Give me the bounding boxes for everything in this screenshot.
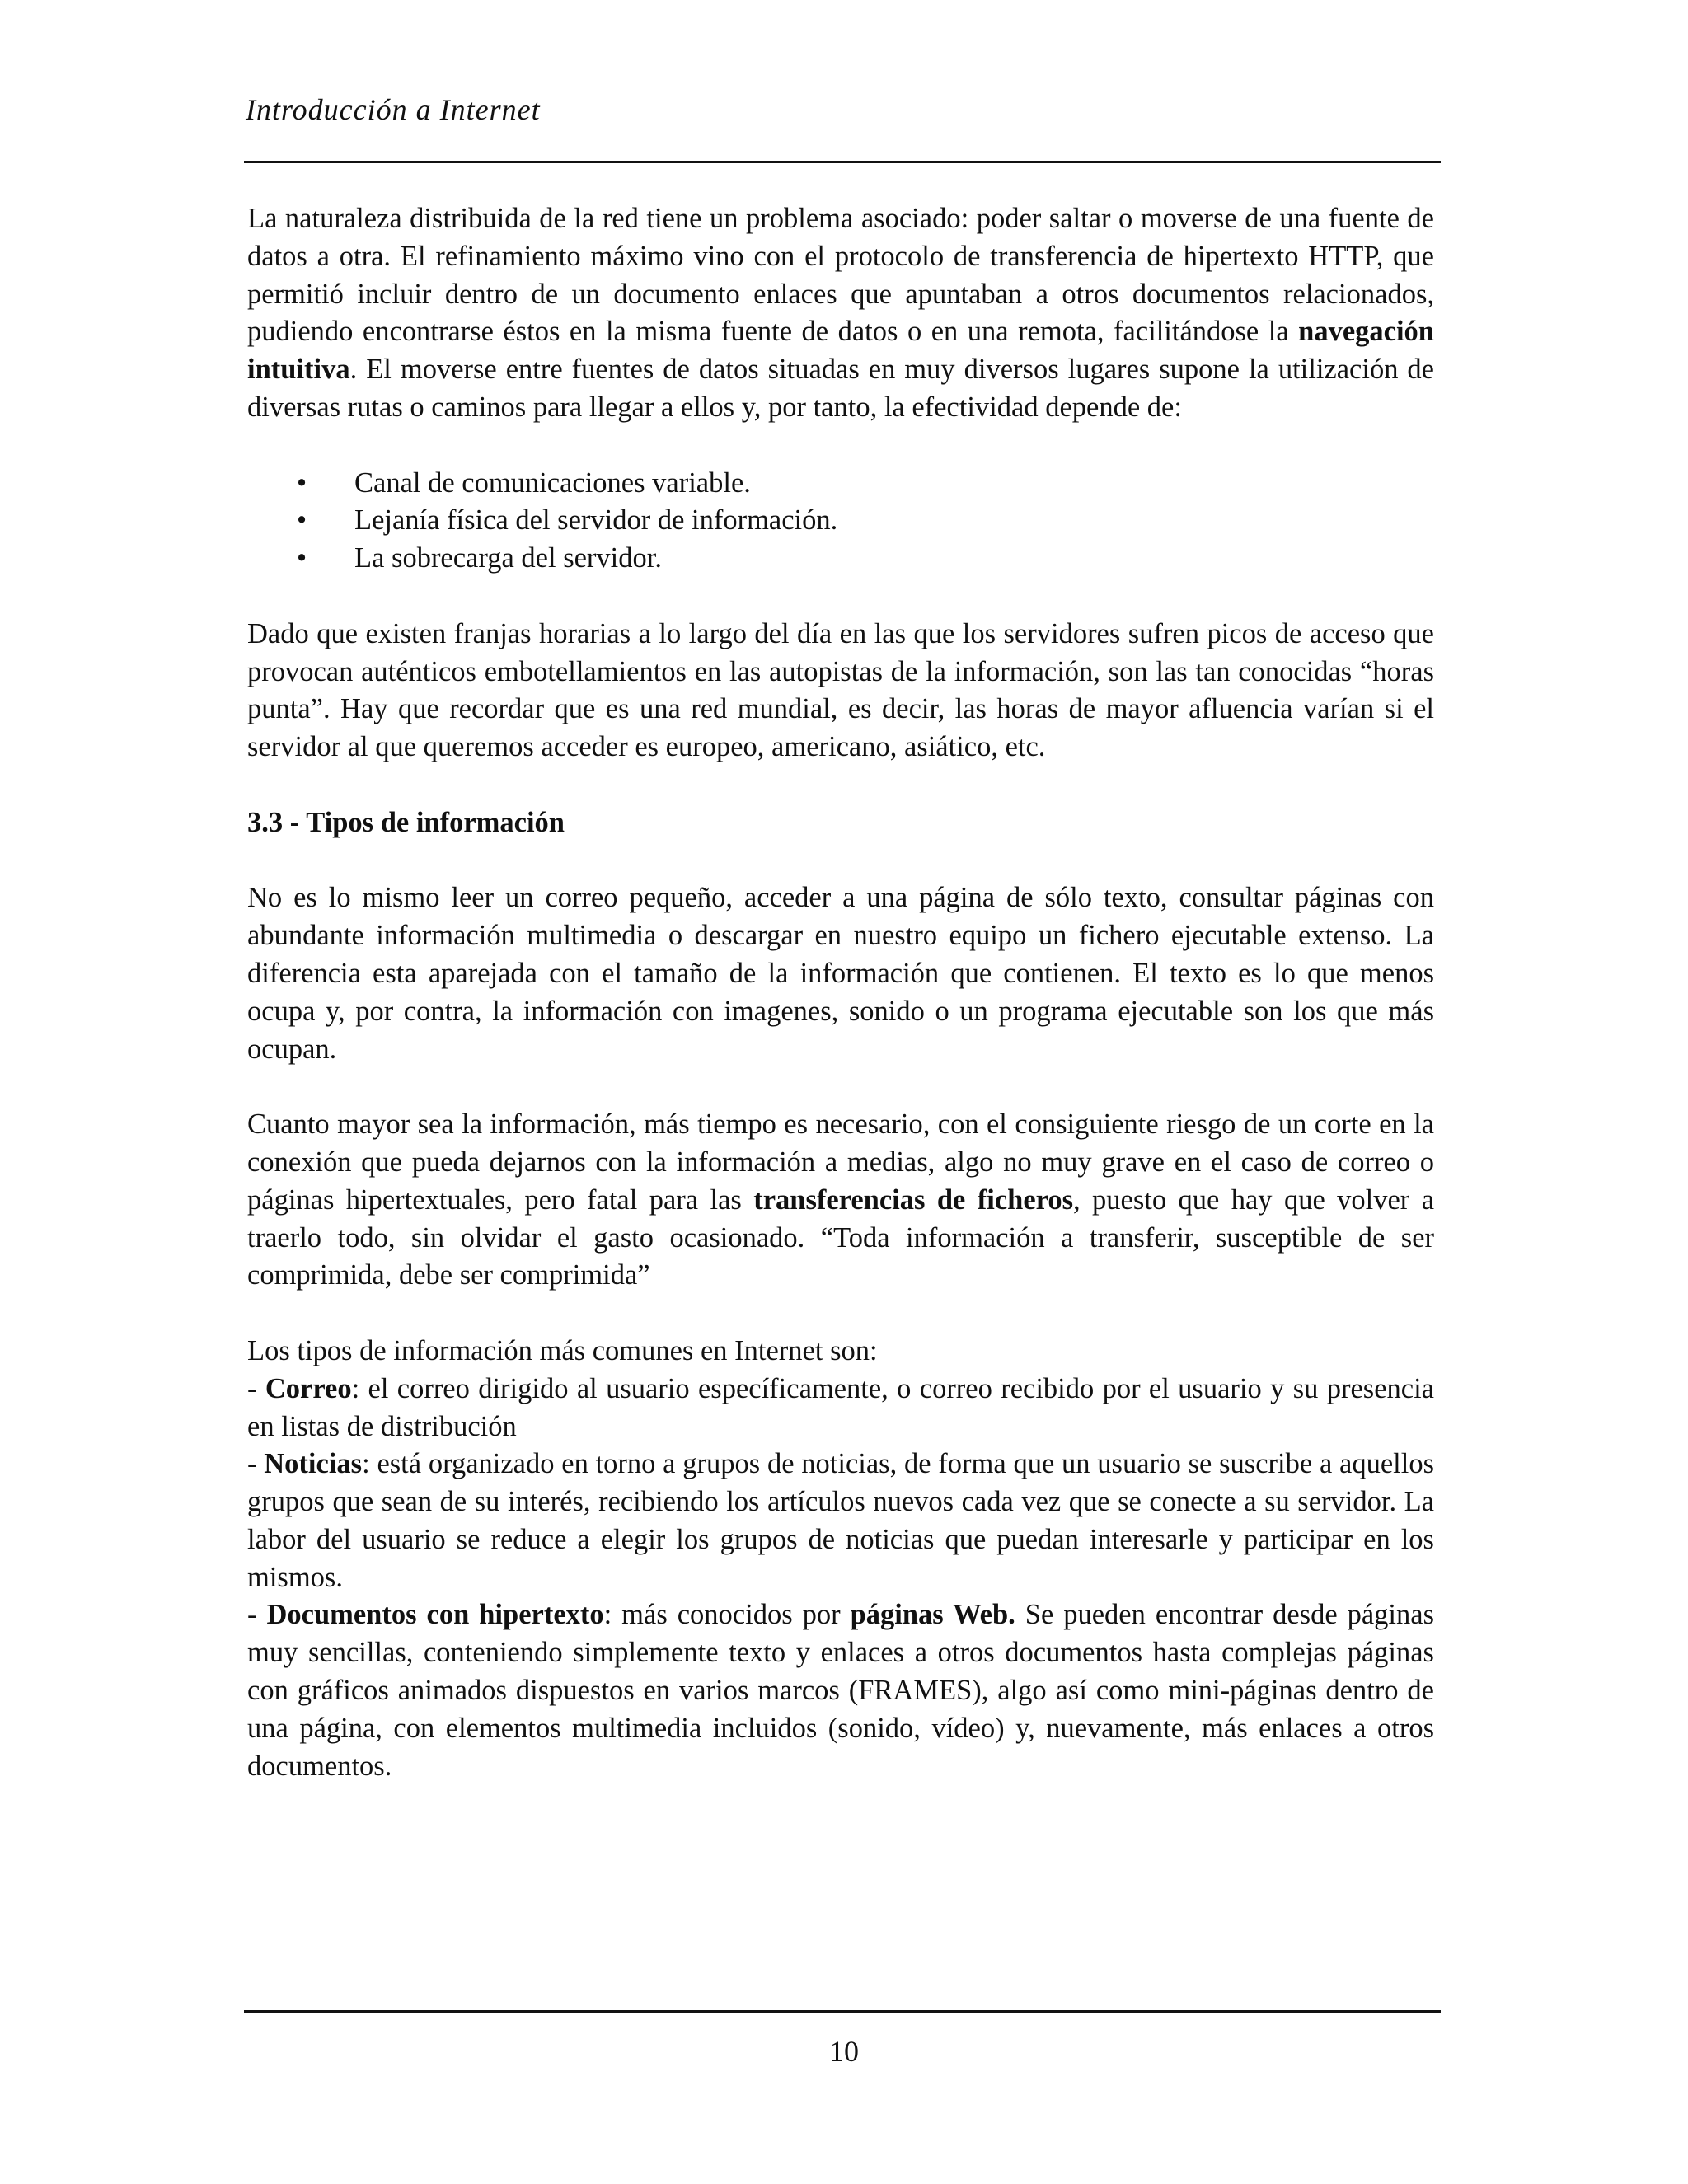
- section-heading: 3.3 - Tipos de información: [247, 806, 565, 838]
- bold-term-noticias: Noticias: [264, 1448, 363, 1480]
- list-item: • Lejanía física del servidor de información.: [297, 502, 1434, 540]
- types-intro: Los tipos de información más comunes en Internet son:: [247, 1334, 878, 1366]
- text-run: . El moverse entre fuentes de datos situadas en muy diversos lugares supone la utilización de diversas rutas o caminos para llegar a ellos y, por tanto, la efectividad depende de:: [247, 354, 1434, 423]
- running-header: Introducción a Internet: [246, 93, 541, 126]
- spacer: [247, 427, 1434, 465]
- text-run: : el correo dirigido al usuario específicamente, o correo recibido por el usuario y su presencia en listas de distribución: [247, 1372, 1434, 1442]
- text-run: La naturaleza distribuida de la red tiene un problema asociado: poder saltar o moverse de una fuente de datos a otra. El refinamiento máximo vino con el protocolo de transferencia de hipertexto HTTP, que permitió incluir dentro de un documento enlaces que apuntaban a otros documentos relacionados, pudiendo encontrarse éstos en la misma fuente de datos o en una remota, facilitándose la: [247, 203, 1434, 348]
- body-text: [247, 200, 1434, 1785]
- bold-term-navegacion: navegación intuitiva: [247, 316, 1434, 386]
- bold-term-correo: Correo: [265, 1372, 352, 1404]
- type-item-noticias: [247, 1446, 1434, 1596]
- list-item: • La sobrecarga del servidor.: [297, 540, 1434, 578]
- paragraph-information-size: No es lo mismo leer un correo pequeño, acceder a una página de sólo texto, consultar páginas con abundante información multimedia o descargar en nuestro equipo un fichero ejecutable extenso. La diferencia esta aparejada con el tamaño de la información que contienen. El texto es lo que menos ocupa y, por contra, la información con imagenes, sonido o un programa ejecutable son los que más ocupan.: [247, 882, 1434, 1065]
- text-run: Cuanto mayor sea la información, más tiempo es necesario, con el consiguiente riesgo de un corte en la conexión que pueda dejarnos con la información a medias, algo no muy grave en el caso de correo o páginas hipertextuales, pero fatal para las: [247, 1108, 1434, 1216]
- paragraph-distributed-network: [247, 200, 1434, 427]
- header-rule: [244, 161, 1441, 163]
- bold-term-paginas-web: páginas Web.: [850, 1599, 1015, 1631]
- bold-term-documentos: Documentos con hipertexto: [266, 1599, 604, 1631]
- text-run: , puesto que hay que volver a traerlo todo, sin olvidar el gasto ocasionado. “Toda información a transferir, susceptible de ser comprimida, debe ser comprimida”: [247, 1183, 1435, 1291]
- dash: -: [247, 1448, 265, 1480]
- spacer: [247, 842, 1434, 880]
- paragraph-transfer-risk: [247, 1106, 1434, 1295]
- factors-list: [247, 465, 1434, 578]
- text-run: Se pueden encontrar desde páginas muy sencillas, conteniendo simplemente texto y enlaces a otros documentos hasta complejas páginas con gráficos animados dispuestos en varios marcos (FRAMES), algo así como mini-páginas dentro de una página, con elementos multimedia incluidos (sonido, vídeo) y, nuevamente, más enlaces a otros documentos.: [247, 1599, 1434, 1782]
- spacer: [247, 766, 1434, 804]
- bold-term-transferencias: transferencias de ficheros: [753, 1183, 1074, 1216]
- paragraph-rush-hours: Dado que existen franjas horarias a lo largo del día en las que los servidores sufren picos de acceso que provocan auténticos embotellamientos en las autopistas de la información, son las tan conocidas “horas punta”. Hay que recordar que es una red mundial, es decir, las horas de mayor afluencia varían si el servidor al que queremos acceder es europeo, americano, asiático, etc.: [247, 617, 1434, 763]
- text-run: : está organizado en torno a grupos de noticias, de forma que un usuario se suscribe a aquellos grupos que sean de su interés, recibiendo los artículos nuevos cada vez que se conecte a su servidor. La labor del usuario se reduce a elegir los grupos de noticias que puedan interesarle y participar en los mismos.: [247, 1448, 1434, 1593]
- list-item: • Canal de comunicaciones variable.: [297, 465, 1434, 503]
- type-item-documentos: [247, 1596, 1434, 1785]
- dash: -: [247, 1372, 265, 1404]
- spacer: [247, 1295, 1434, 1333]
- spacer: [247, 1068, 1434, 1106]
- page-number: 10: [829, 2035, 859, 2068]
- type-item-correo: [247, 1371, 1434, 1446]
- text-run: : más conocidos por: [603, 1599, 851, 1631]
- spacer: [247, 578, 1434, 616]
- footer-rule: [244, 2010, 1441, 2013]
- dash: -: [247, 1599, 267, 1631]
